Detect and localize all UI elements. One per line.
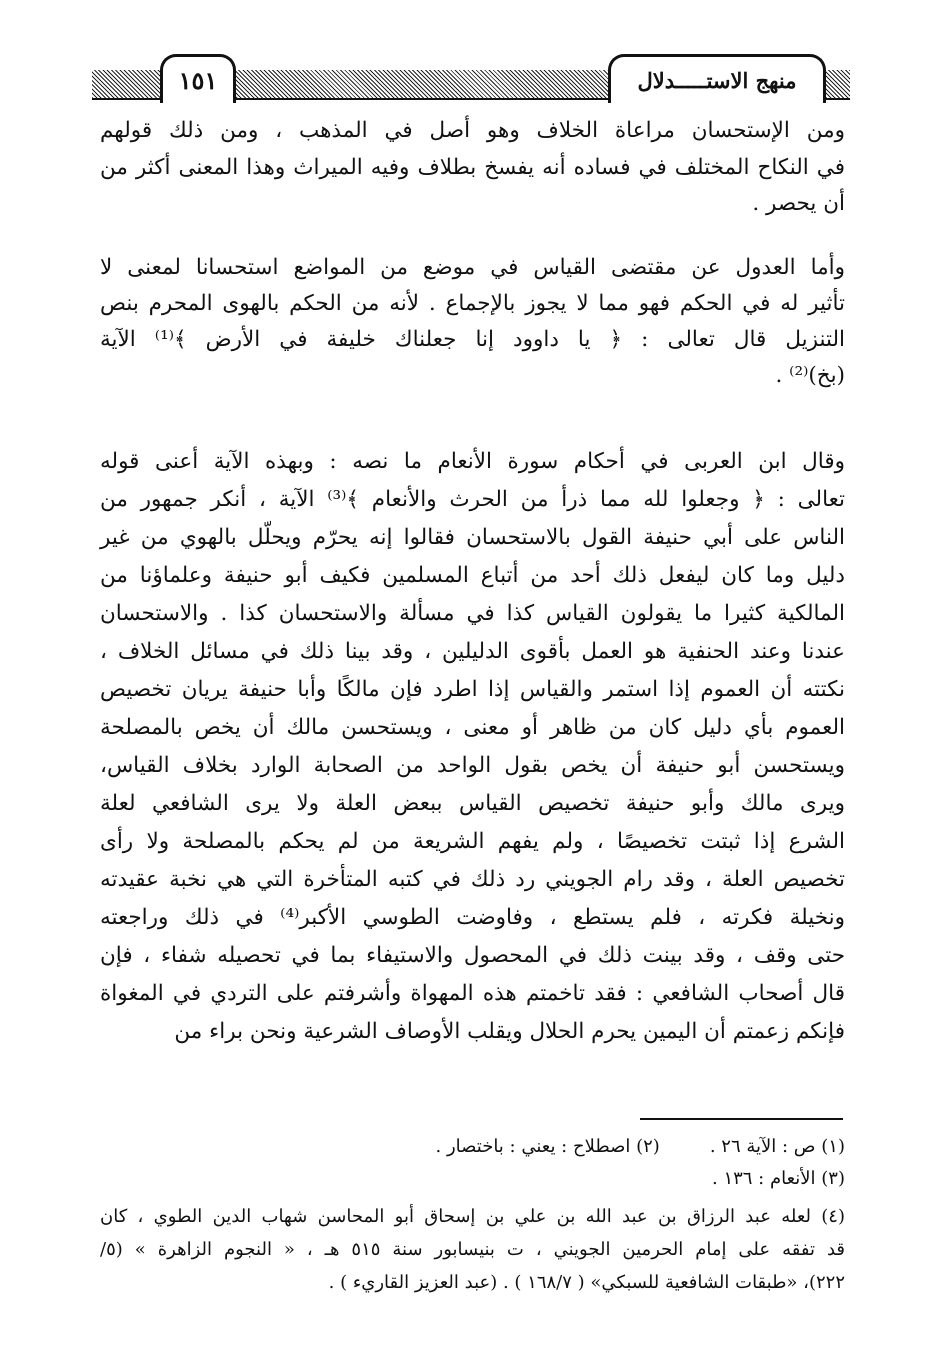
text-line: عندنا وعند الحنفية هو العمل بأقوى الدليلين ، وقد بينا ذلك في مسائل الخلاف ، bbox=[100, 639, 845, 664]
text-line: تعالى : ﴿ وجعلوا لله مما ذرأ من الحرث والأنعام ﴾⁽³⁾ الآية ، أنكر جمهور من bbox=[100, 487, 845, 512]
footnote-2: (٢) اصطلاح : يعني : باختصار . bbox=[435, 1136, 660, 1157]
text-line: التنزيل قال تعالى : ﴿ يا داوود إنا جعلناك خليفة في الأرض ﴾⁽¹⁾ الآية bbox=[100, 327, 845, 352]
text-line: وأما العدول عن مقتضى القياس في موضع من المواضع استحسانا لمعنى لا bbox=[100, 255, 845, 280]
text-line: ومن الإستحسان مراعاة الخلاف وهو أصل في المذهب ، ومن ذلك قولهم bbox=[100, 118, 845, 143]
page-number: ١٥١ bbox=[160, 54, 236, 103]
text-line: أن يحصر . bbox=[752, 191, 845, 216]
footnote-1: (١) ص : الآية ٢٦ . bbox=[709, 1136, 845, 1157]
text-line: فإنكم زعمتم أن اليمين يحرم الحلال ويقلب الأوصاف الشرعية ونحن براء من bbox=[174, 1019, 845, 1044]
text-line: العموم بأي دليل كان من ظاهر أو معنى ، ويستحسن مالك أن يخص بالمصلحة bbox=[100, 715, 845, 740]
footnote-line bbox=[100, 1131, 845, 1163]
text-line: دليل وما كان ليفعل ذلك أحد من أتباع المسلمين فكيف أبو حنيفة وعلماؤنا من bbox=[100, 563, 845, 588]
text-line: الشرع إذا ثبتت تخصيصًا ، ولم يفهم الشريعة من لم يحكم بالمصلحة ولا رأى bbox=[100, 829, 845, 854]
text-line: ويستحسن أبو حنيفة أن يخص بقول الواحد من الصحابة الوارد بخلاف القياس، bbox=[100, 753, 845, 778]
text-line: نكتته أن العموم إذا استمر والقياس إذا اطرد فإن مالكًا وأبا حنيفة يريان تخصيص bbox=[100, 677, 845, 702]
footnote-4-line: قد تفقه على إمام الحرمين الجويني ، ت بنيسابور سنة ٥١٥ هـ ، « النجوم الزاهرة » (٥/ bbox=[100, 1239, 845, 1260]
footnote-4-line: ٢٢٢)، «طبقات الشافعية للسبكي» ( ١٦٨/٧ ) . (عبد العزيز القاريء ) . bbox=[328, 1272, 845, 1293]
text-line: تأثير له في الحكم فهو مما لا يجوز بالإجماع . لأنه من الحكم بالهوى المحرم بنص bbox=[100, 291, 845, 316]
footnote-4-line: (٤) لعله عبد الرزاق بن عبد الله بن علي بن إسحاق أبو المحاسن شهاب الدين الطوي ، كان bbox=[100, 1206, 845, 1227]
text-line: تخصيص العلة ، وقد رام الجويني رد ذلك في كتبه المتأخرة التي هي نخبة عقيدته bbox=[100, 867, 845, 892]
text-line: ونخيلة فكرته ، فلم يستطع ، وفاوضت الطوسي الأكبر⁽⁴⁾ في ذلك وراجعته bbox=[100, 905, 845, 930]
text-line: ويرى مالك وأبو حنيفة تخصيص القياس ببعض العلة ولا يرى الشافعي لعلة bbox=[100, 791, 845, 816]
text-line: (بخ)⁽²⁾ . bbox=[775, 363, 845, 388]
footnote-divider bbox=[640, 1118, 843, 1120]
text-line: في النكاح المختلف في فساده أنه يفسخ بطلاف وفيه الميراث وهذا المعنى أكثر من bbox=[100, 154, 845, 180]
text-line: الناس على أبي حنيفة القول بالاستحسان فقالوا إنه يحرّم ويحلّل بالهوي من غير bbox=[100, 525, 845, 550]
footnote-3: (٣) الأنعام : ١٣٦ . bbox=[711, 1168, 845, 1189]
text-line: حتى وقف ، وقد بينت ذلك في المحصول والاستيفاء بما في تحصيله شفاء ، فإن bbox=[100, 943, 845, 968]
text-line: قال أصحاب الشافعي : فقد تاخمتم هذه المهواة وأشرفتم على التردي في المغواة bbox=[100, 981, 845, 1006]
text-line: وقال ابن العربى في أحكام سورة الأنعام ما نصه : وبهذه الآية أعنى قوله bbox=[100, 449, 845, 474]
running-title: منهج الاستـــــدلال bbox=[608, 54, 826, 103]
text-line: المالكية كثيرا ما يقولون القياس كذا في مسألة والاستحسان كذا . والاستحسان bbox=[100, 601, 845, 626]
